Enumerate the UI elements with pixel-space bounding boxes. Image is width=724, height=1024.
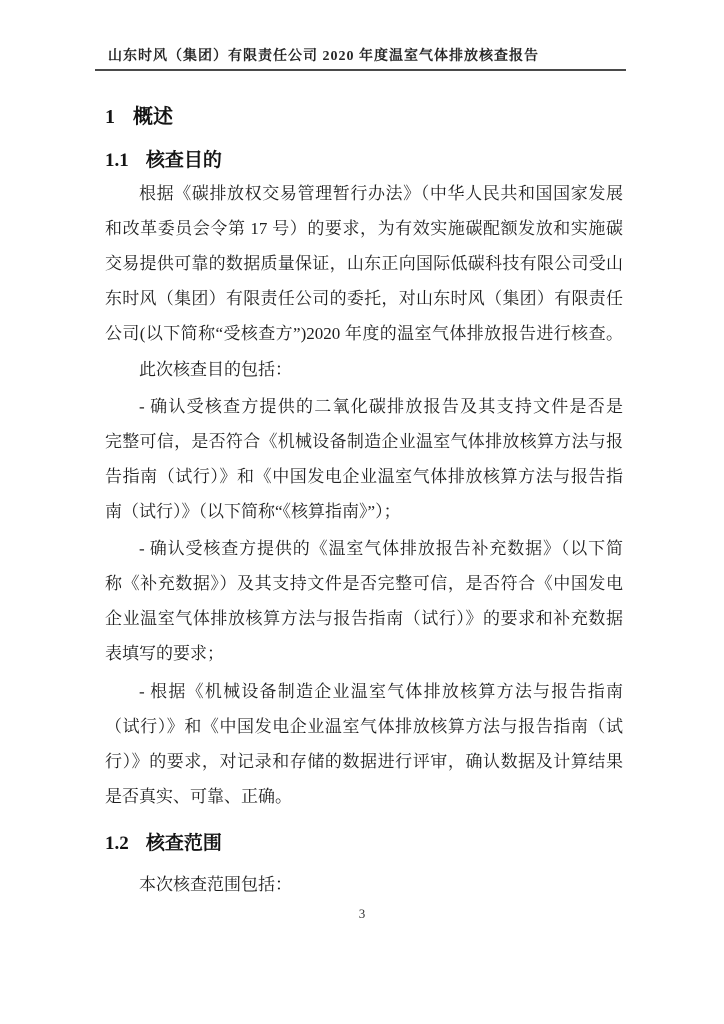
paragraph-purpose-intro <box>105 352 623 387</box>
page-header <box>95 45 626 71</box>
heading-title: 核查目的 <box>145 150 222 171</box>
text-line: 行）》的要求，对记录和存储的数据进行评审，确认数据及计算结果 <box>105 752 623 771</box>
text-line: - 根据《机械设备制造企业温室气体排放核算方法与报告指南 <box>139 682 623 701</box>
text-line: 公司(以下简称“受核查方”)2020 年度的温室气体排放报告进行核查。 <box>105 324 623 343</box>
paragraph-bullet-supplementary-data <box>105 531 623 671</box>
page-number: 3 <box>358 906 366 921</box>
text-line: 本次核查范围包括： <box>139 875 292 894</box>
paragraph-scope-intro <box>105 867 623 902</box>
section-heading-verification-scope <box>105 831 623 857</box>
heading-title: 核查范围 <box>145 833 222 854</box>
text-line: 表填写的要求； <box>105 644 224 663</box>
text-line: （试行）》和《中国发电企业温室气体排放核算方法与报告指南（试 <box>105 717 623 736</box>
paragraph-bullet-data-review <box>105 674 623 814</box>
page-content <box>0 45 724 902</box>
heading-number: 1 <box>105 106 115 128</box>
header-title: 山东时风（集团）有限责任公司 2020 年度温室气体排放核查报告 <box>108 49 539 64</box>
section-heading-overview <box>105 104 623 130</box>
heading-title: 概述 <box>133 106 173 128</box>
text-line: 南（试行）》（以下简称“《核算指南》”）； <box>105 502 401 521</box>
text-line: 和改革委员会令第 17 号）的要求，为有效实施碳配额发放和实施碳 <box>105 219 623 238</box>
heading-number: 1.2 <box>105 833 129 854</box>
paragraph-bullet-co2-report <box>105 389 623 529</box>
text-line: 称《补充数据》）及其支持文件是否完整可信，是否符合《中国发电 <box>105 574 623 593</box>
text-line: 告指南（试行）》和《中国发电企业温室气体排放核算方法与报告指 <box>105 467 623 486</box>
section-heading-verification-purpose <box>105 148 623 174</box>
heading-number: 1.1 <box>105 150 129 171</box>
text-line: 企业温室气体排放核算方法与报告指南（试行）》的要求和补充数据 <box>105 609 623 628</box>
text-line: - 确认受核查方提供的二氧化碳排放报告及其支持文件是否是 <box>139 397 623 416</box>
text-line: 是否真实、可靠、正确。 <box>105 787 292 806</box>
text-line: 完整可信，是否符合《机械设备制造企业温室气体排放核算方法与报 <box>105 432 623 451</box>
text-line: 交易提供可靠的数据质量保证，山东正向国际低碳科技有限公司受山 <box>105 254 623 273</box>
text-line: 根据《碳排放权交易管理暂行办法》（中华人民共和国国家发展 <box>139 184 623 203</box>
text-line: - 确认受核查方提供的《温室气体排放报告补充数据》（以下简 <box>139 539 623 558</box>
text-line: 东时风（集团）有限责任公司的委托，对山东时风（集团）有限责任 <box>105 289 623 308</box>
paragraph-basis <box>105 176 623 351</box>
text-line: 此次核查目的包括： <box>139 360 292 379</box>
